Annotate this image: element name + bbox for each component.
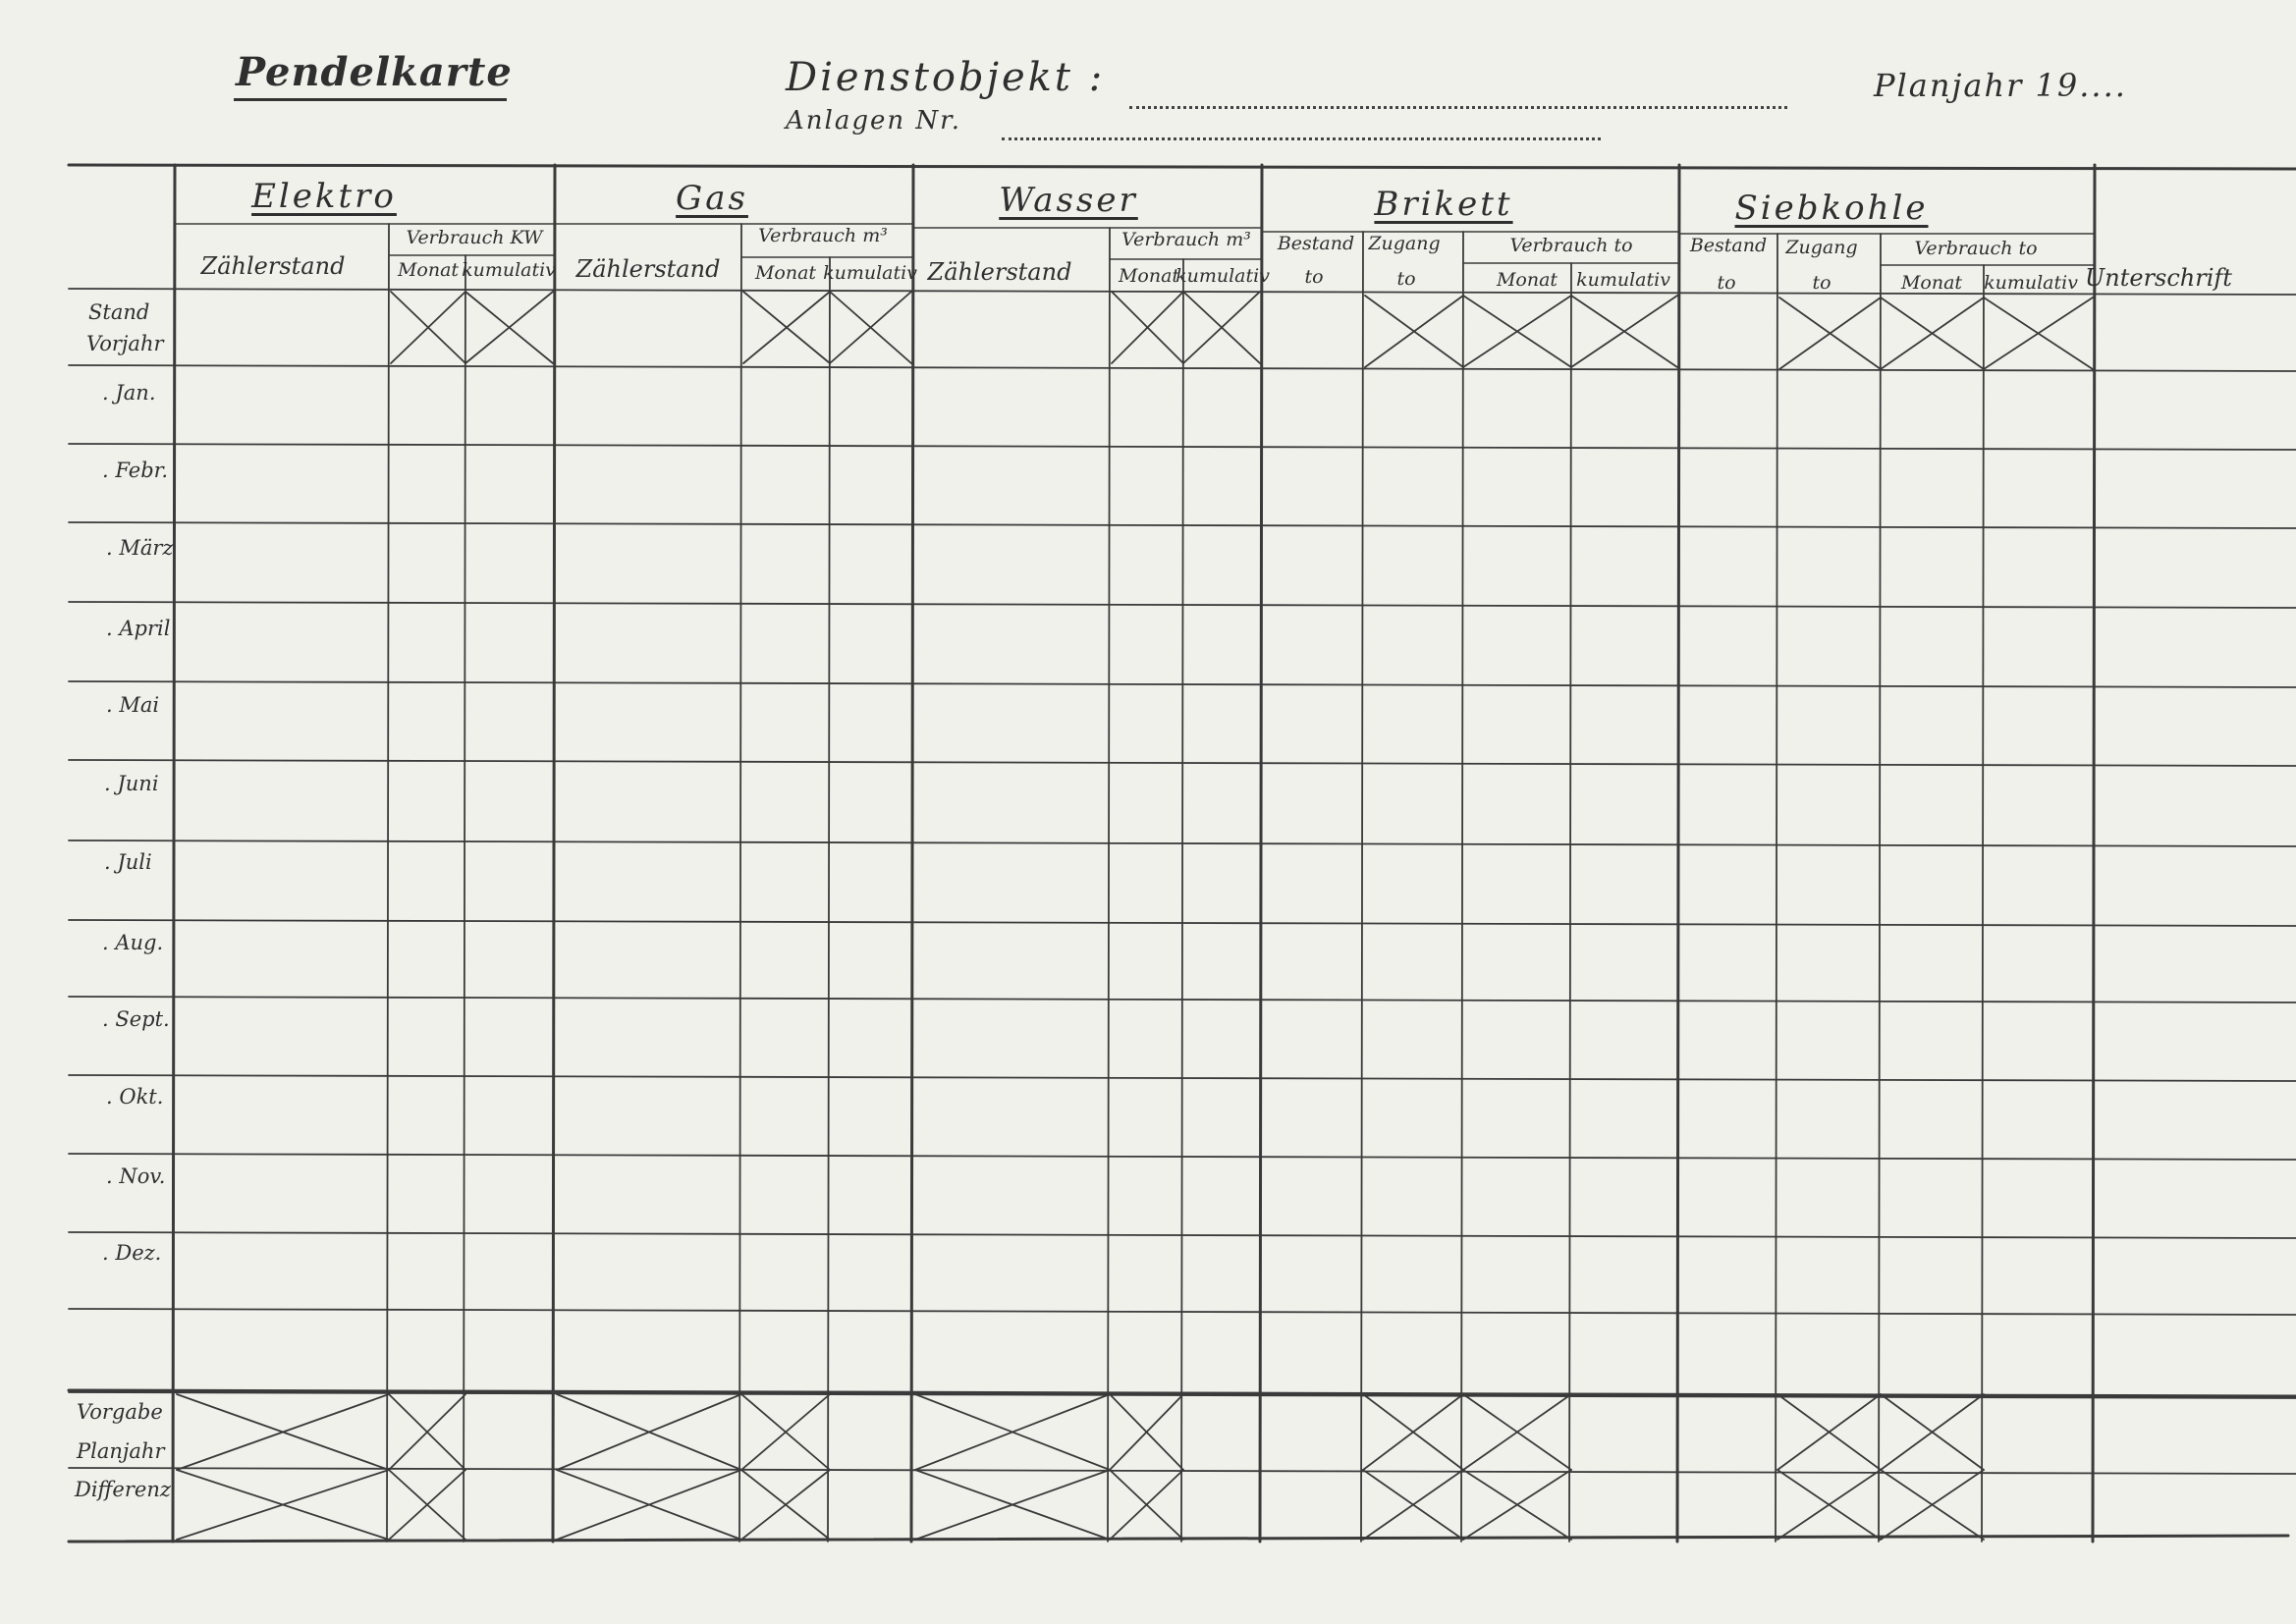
brikett-verbrauch: Verbrauch to <box>1509 235 1633 256</box>
wasser-kumulativ: kumulativ <box>1175 265 1270 287</box>
brikett-bestand-to: to <box>1304 266 1324 288</box>
minor-col-line-11 <box>1982 265 1984 1542</box>
gas-monat: Monat <box>754 262 817 284</box>
title-underline <box>234 98 507 101</box>
group-brikett: Brikett <box>1374 185 1513 224</box>
minor-col-line-7 <box>1461 232 1463 1542</box>
major-col-line-1 <box>553 165 555 1542</box>
row-label-vorjahr: Vorjahr <box>86 332 164 355</box>
minor-col-line-5 <box>1181 259 1183 1542</box>
wasser-zaehlerstand: Zählerstand <box>927 258 1072 286</box>
group-elektro: Elektro <box>251 177 397 216</box>
major-col-line-2 <box>911 165 913 1542</box>
row-label-maerz: . März <box>106 536 174 560</box>
row-label-febr: . Febr. <box>102 459 169 482</box>
row-label-mai: . Mai <box>106 693 160 717</box>
siebkohle-zugang: Zugang <box>1785 237 1858 258</box>
gas-zaehlerstand: Zählerstand <box>575 255 721 283</box>
group-wasser: Wasser <box>999 181 1138 220</box>
elektro-kumulativ: kumulativ <box>462 259 556 281</box>
minor-col-line-6 <box>1361 232 1363 1542</box>
major-col-line-0 <box>173 165 175 1542</box>
anlagen-label: Anlagen Nr. <box>786 106 961 135</box>
brikett-zugang: Zugang <box>1368 233 1441 254</box>
row-label-okt: . Okt. <box>106 1085 164 1109</box>
group-gas: Gas <box>676 179 748 218</box>
brikett-bestand: Bestand <box>1277 233 1355 254</box>
minor-col-line-1 <box>464 255 465 1542</box>
minor-col-line-3 <box>828 257 830 1542</box>
siebkohle-bestand: Bestand <box>1689 235 1768 256</box>
row-label-planjahr: Planjahr <box>77 1439 165 1463</box>
major-col-line-4 <box>1677 165 1679 1542</box>
gas-verbrauch: Verbrauch m³ <box>758 225 888 246</box>
row-label-stand: Stand <box>88 300 150 324</box>
row-label-vorgabe: Vorgabe <box>77 1400 163 1424</box>
wasser-monat: Monat <box>1118 265 1180 287</box>
row-label-dez: . Dez. <box>102 1241 162 1265</box>
siebkohle-zugang-to: to <box>1812 272 1831 294</box>
elektro-zaehlerstand: Zählerstand <box>200 252 346 280</box>
unterschrift-header: Unterschrift <box>2085 264 2232 292</box>
elektro-verbrauch: Verbrauch KW <box>406 227 543 248</box>
table-top-border <box>69 165 2296 169</box>
table-bottom-border <box>69 1536 2288 1542</box>
anlagen-field[interactable] <box>1002 137 1601 140</box>
siebkohle-verbrauch: Verbrauch to <box>1914 238 2038 259</box>
page-title: Pendelkarte <box>236 49 513 95</box>
minor-col-line-0 <box>387 224 389 1542</box>
brikett-monat: Monat <box>1496 269 1558 291</box>
row-label-aug: . Aug. <box>102 931 164 954</box>
minor-col-line-9 <box>1776 234 1777 1542</box>
siebkohle-bestand-to: to <box>1717 272 1736 294</box>
row-label-april: . April <box>106 617 171 640</box>
gas-kumulativ: kumulativ <box>823 262 917 284</box>
dienstobjekt-label: Dienstobjekt : <box>786 55 1106 100</box>
minor-col-line-4 <box>1108 228 1110 1542</box>
row-label-differenz: Differenz <box>75 1478 171 1501</box>
dienstobjekt-field[interactable] <box>1129 106 1787 109</box>
brikett-kumulativ: kumulativ <box>1576 269 1670 291</box>
siebkohle-monat: Monat <box>1900 272 1963 294</box>
planjahr-label: Planjahr 19.... <box>1874 67 2127 104</box>
row-label-nov: . Nov. <box>106 1164 166 1188</box>
siebkohle-kumulativ: kumulativ <box>1984 272 2078 294</box>
group-siebkohle: Siebkohle <box>1734 189 1929 228</box>
minor-col-line-8 <box>1569 263 1571 1542</box>
row-label-juni: . Juni <box>104 772 159 795</box>
wasser-verbrauch: Verbrauch m³ <box>1121 229 1251 250</box>
minor-col-line-10 <box>1879 234 1881 1542</box>
row-label-sept: . Sept. <box>102 1007 170 1031</box>
row-label-jan: . Jan. <box>102 381 156 405</box>
minor-col-line-2 <box>739 224 741 1542</box>
major-col-line-3 <box>1260 165 1262 1542</box>
brikett-zugang-to: to <box>1396 268 1416 290</box>
row-label-juli: . Juli <box>104 850 152 874</box>
elektro-monat: Monat <box>397 259 460 281</box>
